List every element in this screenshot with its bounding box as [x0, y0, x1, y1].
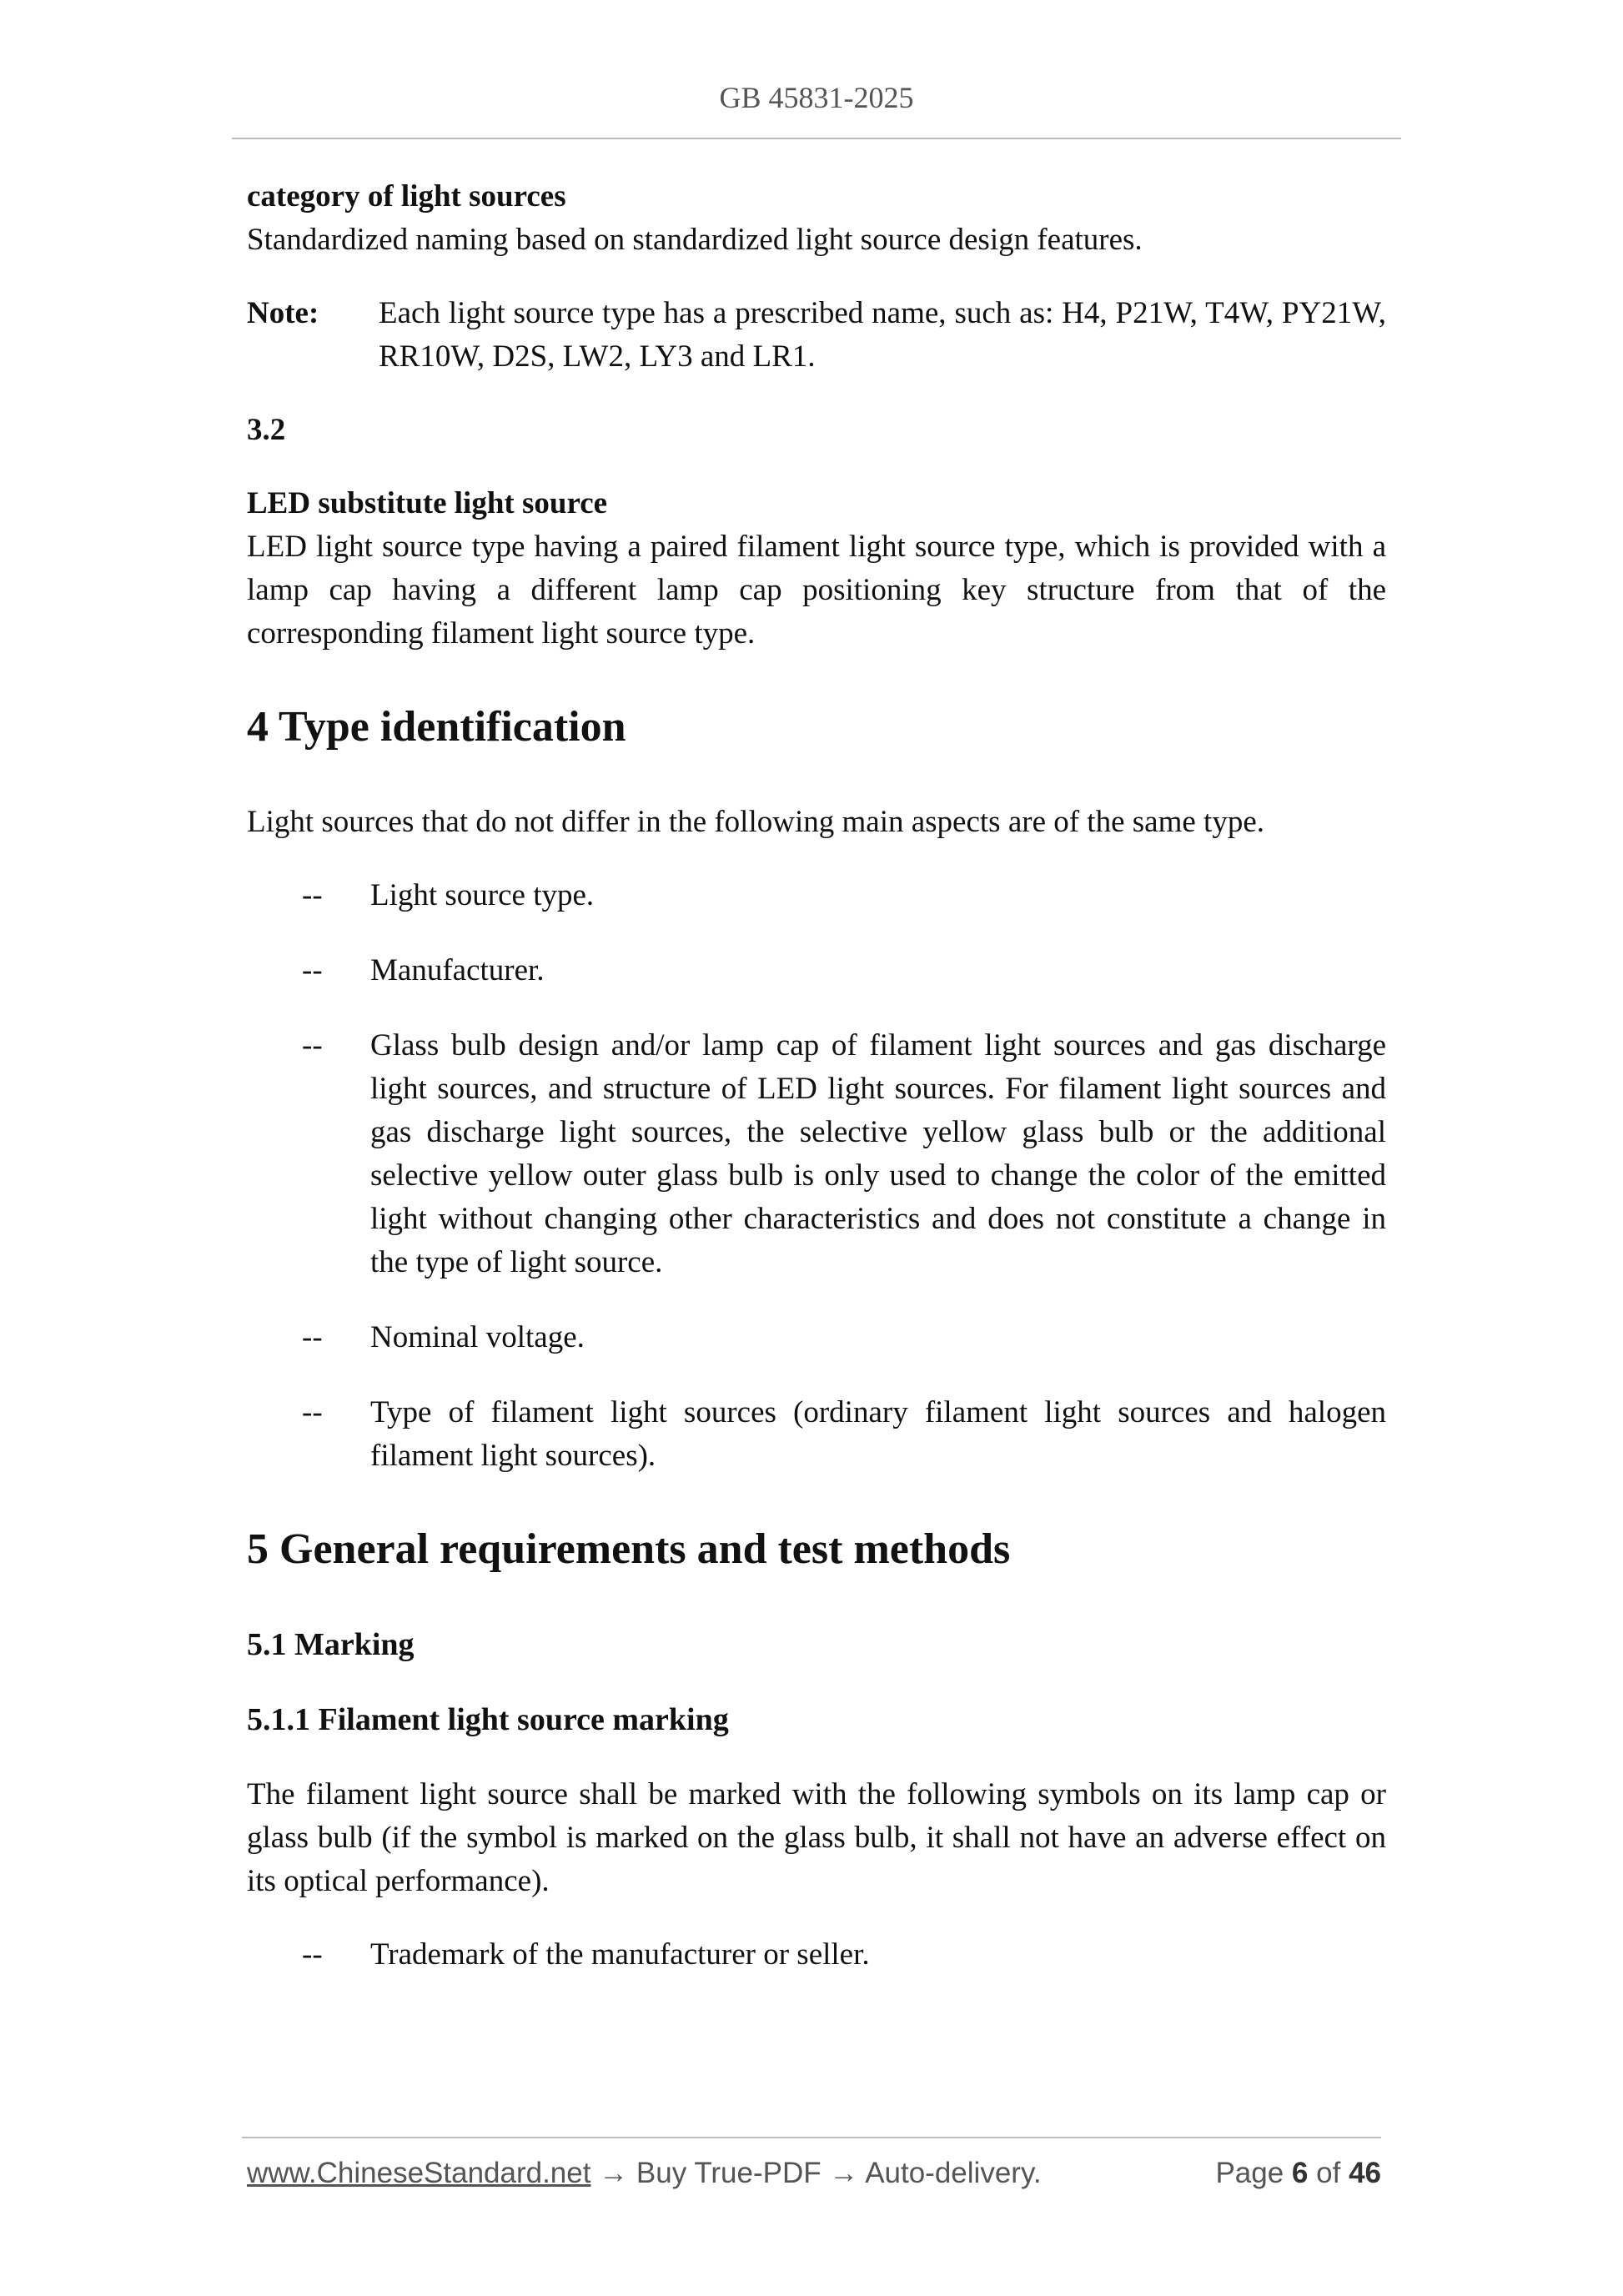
list-text: Type of filament light sources (ordinary filament light sources and halogen filament light sources). [370, 1395, 1386, 1473]
list-dash: -- [302, 953, 323, 987]
page-header: GB 45831-2025 [719, 81, 914, 114]
list-dash: -- [302, 1937, 323, 1972]
list-item [247, 1933, 1386, 1977]
document-body [247, 175, 1386, 2008]
page-indicator [1215, 2157, 1381, 2190]
note-text: Each light source type has a prescribed name, such as: H4, P21W, T4W, PY21W, RR10W, D2S, LW2, LY3 and LR1. [379, 296, 1386, 374]
note [247, 292, 1386, 379]
list-dash: -- [302, 1320, 323, 1354]
list-text: Nominal voltage. [370, 1320, 585, 1354]
page-number: 6 [1291, 2157, 1309, 2189]
list-dash: -- [302, 1028, 323, 1063]
list-item [247, 1316, 1386, 1359]
delivery-text: Auto-delivery. [865, 2157, 1042, 2189]
note-label: Note: [247, 296, 319, 330]
list-dash: -- [302, 1395, 323, 1429]
list-text: Glass bulb design and/or lamp cap of filament light sources and gas discharge light sources, and structure of LED light sources. For filament light sources and gas discharge light sources, the selective yellow glass bulb or the additional selective yellow outer glass bulb is only used to change the color of the emitted light without changing other characteristics and does not constitute a change in the type of light source. [370, 1028, 1386, 1279]
term-title: LED substitute light source [247, 486, 608, 520]
term-definition: LED light source type having a paired filament light source type, which is provided with a lamp cap having a different lamp cap positioning key structure from that of the corresponding filament light source type. [247, 530, 1386, 651]
arrow-icon: → [821, 2157, 866, 2189]
clause-heading: 4 Type identification [247, 703, 626, 751]
clause-intro: Light sources that do not differ in the following main aspects are of the same type. [247, 805, 1264, 839]
page-label: Page [1215, 2157, 1284, 2189]
buy-text: Buy True-PDF [636, 2157, 822, 2189]
term-title: category of light sources [247, 179, 566, 214]
term-definition: Standardized naming based on standardized light source design features. [247, 223, 1143, 257]
of-label: of [1316, 2157, 1341, 2189]
arrow-icon: → [590, 2157, 636, 2189]
page-total: 46 [1349, 2157, 1381, 2189]
subclause-heading: 5.1.1 Filament light source marking [247, 1702, 729, 1737]
subclause-heading: 5.1 Marking [247, 1627, 415, 1662]
paragraph: The filament light source shall be marked with the following symbols on its lamp cap or glass bulb (if the symbol is marked on the glass bulb, it shall not have an adverse effect on its optical performance). [247, 1777, 1386, 1898]
list-text: Trademark of the manufacturer or seller. [370, 1937, 870, 1972]
list-item [247, 949, 1386, 992]
list-dash: -- [302, 878, 323, 912]
list-item [247, 1024, 1386, 1284]
term-number: 3.2 [247, 413, 286, 447]
list-text: Light source type. [370, 878, 595, 912]
footer-promo [247, 2157, 1042, 2190]
list-text: Manufacturer. [370, 953, 545, 987]
website-link[interactable]: www.ChineseStandard.net [247, 2157, 591, 2189]
header-divider [232, 138, 1401, 139]
list-item [247, 1391, 1386, 1478]
list-item [247, 874, 1386, 917]
page-footer [247, 2157, 1381, 2190]
footer-divider [242, 2137, 1381, 2138]
clause-heading: 5 General requirements and test methods [247, 1525, 1011, 1573]
